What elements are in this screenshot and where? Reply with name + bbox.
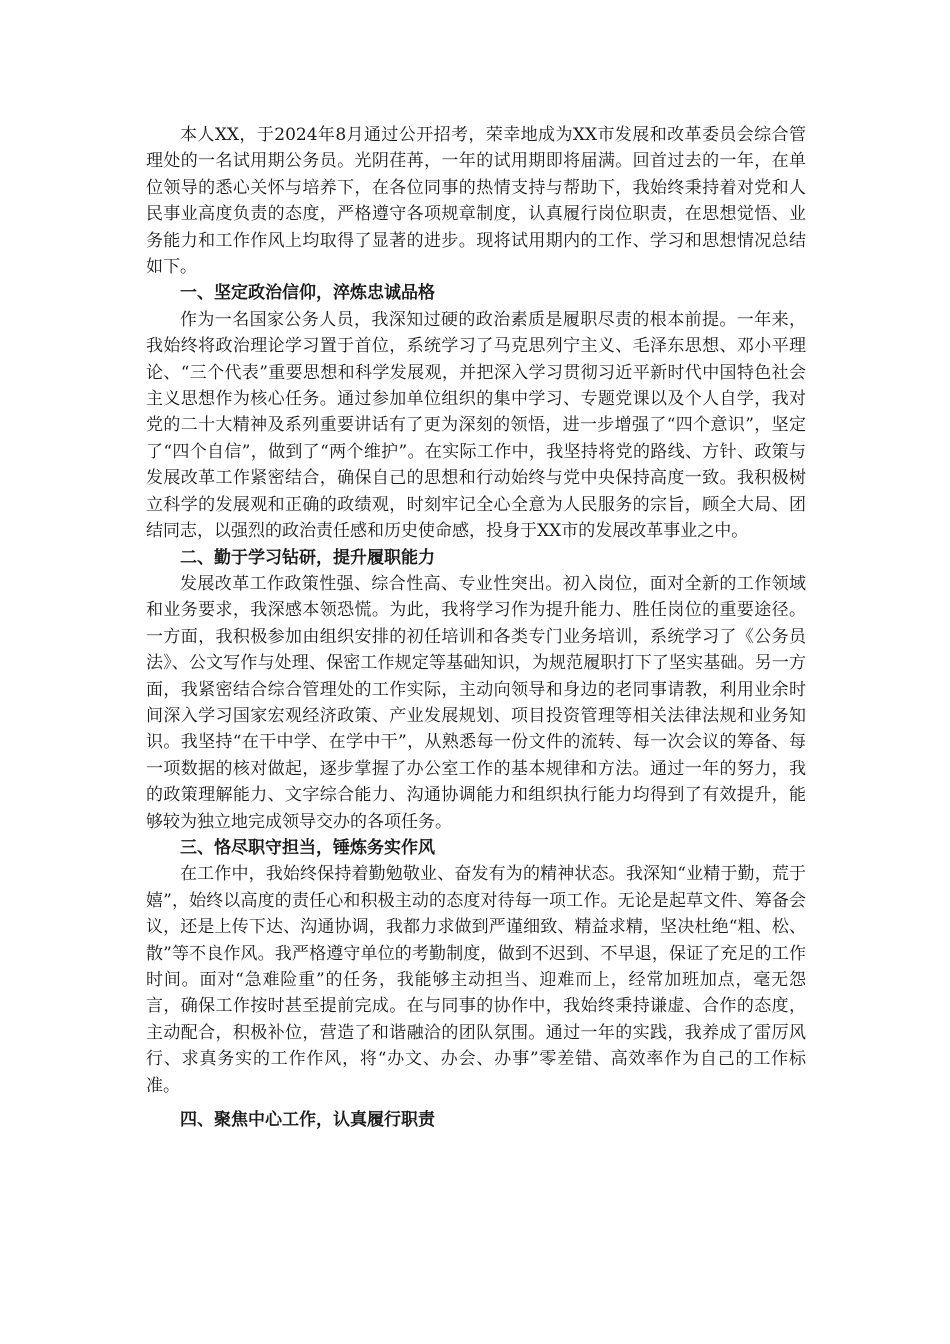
section-heading-2: 二、勤于学习钻研，提升履职能力 <box>180 547 435 568</box>
section-body-1: 作为一名国家公务人员，我深知过硬的政治素质是履职尽责的根本前提。一年来，我始终将政治理论学习置于首位，系统学习了马克思列宁主义、毛泽东思想、邓小平理论、“三个代表”重要思想和科学发展观，并把深入学习贯彻习近平新时代中国特色社会主义思想作为核心任务。通过参加单位组织的集中学习、专题党课以及个人自学，我对党的二十大精神及系列重要讲话有了更为深刻的领悟，进一步增强了“四个意识”，坚定了“四个自信”，做到了“两个维护”。在实际工作中，我坚持将党的路线、方针、政策与发展改革工作紧密结合，确保自己的思想和行动始终与党中央保持高度一致。我积极树立科学的发展观和正确的政绩观，时刻牢记全心全意为人民服务的宗旨，顾全大局、团结同志，以强烈的政治责任感和历史使命感，投身于XX市的发展改革事业之中。 <box>146 309 806 542</box>
document-page <box>146 122 806 1133</box>
section-heading-3: 三、恪尽职守担当，锤炼务实作风 <box>180 837 435 858</box>
section-body-3: 在工作中，我始终保持着勤勉敬业、奋发有为的精神状态。我深知“业精于勤，荒于嬉”，始终以高度的责任心和积极主动的态度对待每一项工作。无论是起草文件、筹备会议，还是上传下达、沟通协调，我都力求做到严谨细致、精益求精，坚决杜绝“粗、松、散”等不良作风。我严格遵守单位的考勤制度，做到不迟到、不早退，保证了充足的工作时间。面对“急难险重”的任务，我能够主动担当、迎难而上，经常加班加点，毫无怨言，确保工作按时甚至提前完成。在与同事的协作中，我始终秉持谦虚、合作的态度，主动配合，积极补位，营造了和谐融洽的团队氛围。通过一年的实践，我养成了雷厉风行、求真务实的工作作风，将“办文、办会、办事”零差错、高效率作为自己的工作标准。 <box>146 864 806 1096</box>
intro-paragraph: 本人XX，于2024年8月通过公开招考，荣幸地成为XX市发展和改革委员会综合管理处的一名试用期公务员。光阴荏苒，一年的试用期即将届满。回首过去的一年，在单位领导的悉心关怀与培养下，在各位同事的热情支持与帮助下，我始终秉持着对党和人民事业高度负责的态度，严格遵守各项规章制度，认真履行岗位职责，在思想觉悟、业务能力和工作作风上均取得了显著的进步。现将试用期内的工作、学习和思想情况总结如下。 <box>146 125 806 278</box>
section-body-2: 发展改革工作政策性强、综合性高、专业性突出。初入岗位，面对全新的工作领域和业务要求，我深感本领恐慌。为此，我将学习作为提升能力、胜任岗位的重要途径。一方面，我积极参加由组织安排的初任培训和各类专门业务培训，系统学习了《公务员法》、公文写作与处理、保密工作规定等基础知识，为规范履职打下了坚实基础。另一方面，我紧密结合综合管理处的工作实际，主动向领导和身边的老同事请教，利用业余时间深入学习国家宏观经济政策、产业发展规划、项目投资管理等相关法律法规和业务知识。我坚持“在干中学、在学中干”，从熟悉每一份文件的流转、每一次会议的筹备、每一项数据的核对做起，逐步掌握了办公室工作的基本规律和方法。通过一年的努力，我的政策理解能力、文字综合能力、沟通协调能力和组织执行能力均得到了有效提升，能够较为独立地完成领导交办的各项任务。 <box>146 573 806 832</box>
section-heading-4: 四、聚焦中心工作，认真履行职责 <box>180 1110 435 1131</box>
section-heading-1: 一、坚定政治信仰，淬炼忠诚品格 <box>180 283 435 304</box>
